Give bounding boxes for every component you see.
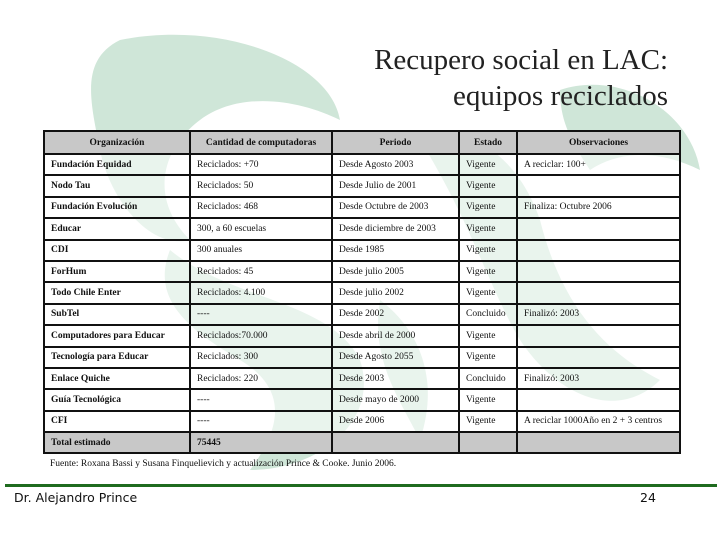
cell-quantity: Reciclados:70.000 (190, 325, 332, 346)
cell-organization: Fundación Equidad (44, 154, 190, 175)
cell-period: Desde 1985 (332, 240, 459, 261)
cell-observations: Finalizó: 2003 (517, 304, 680, 325)
cell-quantity: ---- (190, 304, 332, 325)
cell-period: Desde 2003 (332, 368, 459, 389)
cell-period: Desde diciembre de 2003 (332, 218, 459, 239)
title-line-1: Recupero social en LAC: (374, 44, 668, 76)
cell-observations (517, 389, 680, 410)
cell-quantity: Reciclados: 220 (190, 368, 332, 389)
total-empty-cell (332, 432, 459, 453)
table-row (44, 175, 680, 196)
cell-status: Concluido (459, 368, 517, 389)
cell-organization: Enlace Quiche (44, 368, 190, 389)
footer-author: Dr. Alejandro Prince (14, 490, 138, 505)
cell-organization: Nodo Tau (44, 175, 190, 196)
cell-quantity: Reciclados: 4.100 (190, 282, 332, 303)
cell-organization: Guía Tecnológica (44, 389, 190, 410)
recycling-table (43, 130, 681, 454)
total-row (44, 432, 680, 453)
table-row (44, 218, 680, 239)
table-row (44, 368, 680, 389)
cell-status: Vigente (459, 325, 517, 346)
cell-observations (517, 325, 680, 346)
cell-quantity: Reciclados: 50 (190, 175, 332, 196)
table-row (44, 304, 680, 325)
cell-period: Desde mayo de 2000 (332, 389, 459, 410)
cell-observations (517, 240, 680, 261)
table-row (44, 411, 680, 432)
cell-observations: A reciclar 1000Año en 2 + 3 centros (517, 411, 680, 432)
table-row (44, 347, 680, 368)
total-empty-cell (517, 432, 680, 453)
cell-quantity: Reciclados: 45 (190, 261, 332, 282)
cell-quantity: Reciclados: 468 (190, 197, 332, 218)
source-note: Fuente: Roxana Bassi y Susana Finquelievich y actualización Prince & Cooke. Junio 2006. (50, 459, 397, 469)
cell-status: Vigente (459, 411, 517, 432)
cell-period: Desde 2002 (332, 304, 459, 325)
header-period: Periodo (332, 131, 459, 154)
title-line-2: equipos reciclados (452, 80, 668, 112)
cell-quantity: Reciclados: +70 (190, 154, 332, 175)
header-organization: Organización (44, 131, 190, 154)
header-quantity: Cantidad de computadoras (190, 131, 332, 154)
table-row (44, 325, 680, 346)
total-empty-cell (459, 432, 517, 453)
cell-status: Vigente (459, 154, 517, 175)
cell-organization: CDI (44, 240, 190, 261)
cell-status: Vigente (459, 175, 517, 196)
cell-observations: A reciclar: 100+ (517, 154, 680, 175)
cell-period: Desde Julio de 2001 (332, 175, 459, 196)
cell-quantity: ---- (190, 411, 332, 432)
table-row (44, 282, 680, 303)
cell-status: Vigente (459, 197, 517, 218)
table-row (44, 197, 680, 218)
cell-status: Vigente (459, 261, 517, 282)
table-row (44, 240, 680, 261)
cell-period: Desde abril de 2000 (332, 325, 459, 346)
table-row (44, 154, 680, 175)
cell-quantity: 300 anuales (190, 240, 332, 261)
cell-status: Vigente (459, 389, 517, 410)
header-observations: Observaciones (517, 131, 680, 154)
cell-observations: Finaliza: Octubre 2006 (517, 197, 680, 218)
cell-organization: Computadores para Educar (44, 325, 190, 346)
header-status: Estado (459, 131, 517, 154)
total-label: Total estimado (44, 432, 190, 453)
cell-organization: Fundación Evolución (44, 197, 190, 218)
cell-quantity: Reciclados: 300 (190, 347, 332, 368)
cell-observations (517, 347, 680, 368)
cell-organization: SubTel (44, 304, 190, 325)
cell-quantity: 300, a 60 escuelas (190, 218, 332, 239)
cell-organization: CFI (44, 411, 190, 432)
cell-organization: ForHum (44, 261, 190, 282)
cell-status: Vigente (459, 347, 517, 368)
table-row (44, 389, 680, 410)
cell-organization: Educar (44, 218, 190, 239)
cell-observations: Finalizó: 2003 (517, 368, 680, 389)
footer-divider (5, 484, 717, 487)
cell-status: Vigente (459, 282, 517, 303)
cell-organization: Tecnología para Educar (44, 347, 190, 368)
cell-quantity: ---- (190, 389, 332, 410)
cell-period: Desde julio 2005 (332, 261, 459, 282)
cell-observations (517, 282, 680, 303)
table-row (44, 261, 680, 282)
table-header-row (44, 131, 680, 154)
cell-period: Desde julio 2002 (332, 282, 459, 303)
page-number: 24 (640, 490, 656, 505)
cell-period: Desde Agosto 2003 (332, 154, 459, 175)
cell-observations (517, 175, 680, 196)
cell-status: Concluido (459, 304, 517, 325)
cell-period: Desde Agosto 2055 (332, 347, 459, 368)
total-value: 75445 (190, 432, 332, 453)
cell-observations (517, 218, 680, 239)
cell-organization: Todo Chile Enter (44, 282, 190, 303)
cell-observations (517, 261, 680, 282)
slide-title (374, 42, 668, 114)
cell-status: Vigente (459, 240, 517, 261)
cell-period: Desde 2006 (332, 411, 459, 432)
cell-period: Desde Octubre de 2003 (332, 197, 459, 218)
cell-status: Vigente (459, 218, 517, 239)
